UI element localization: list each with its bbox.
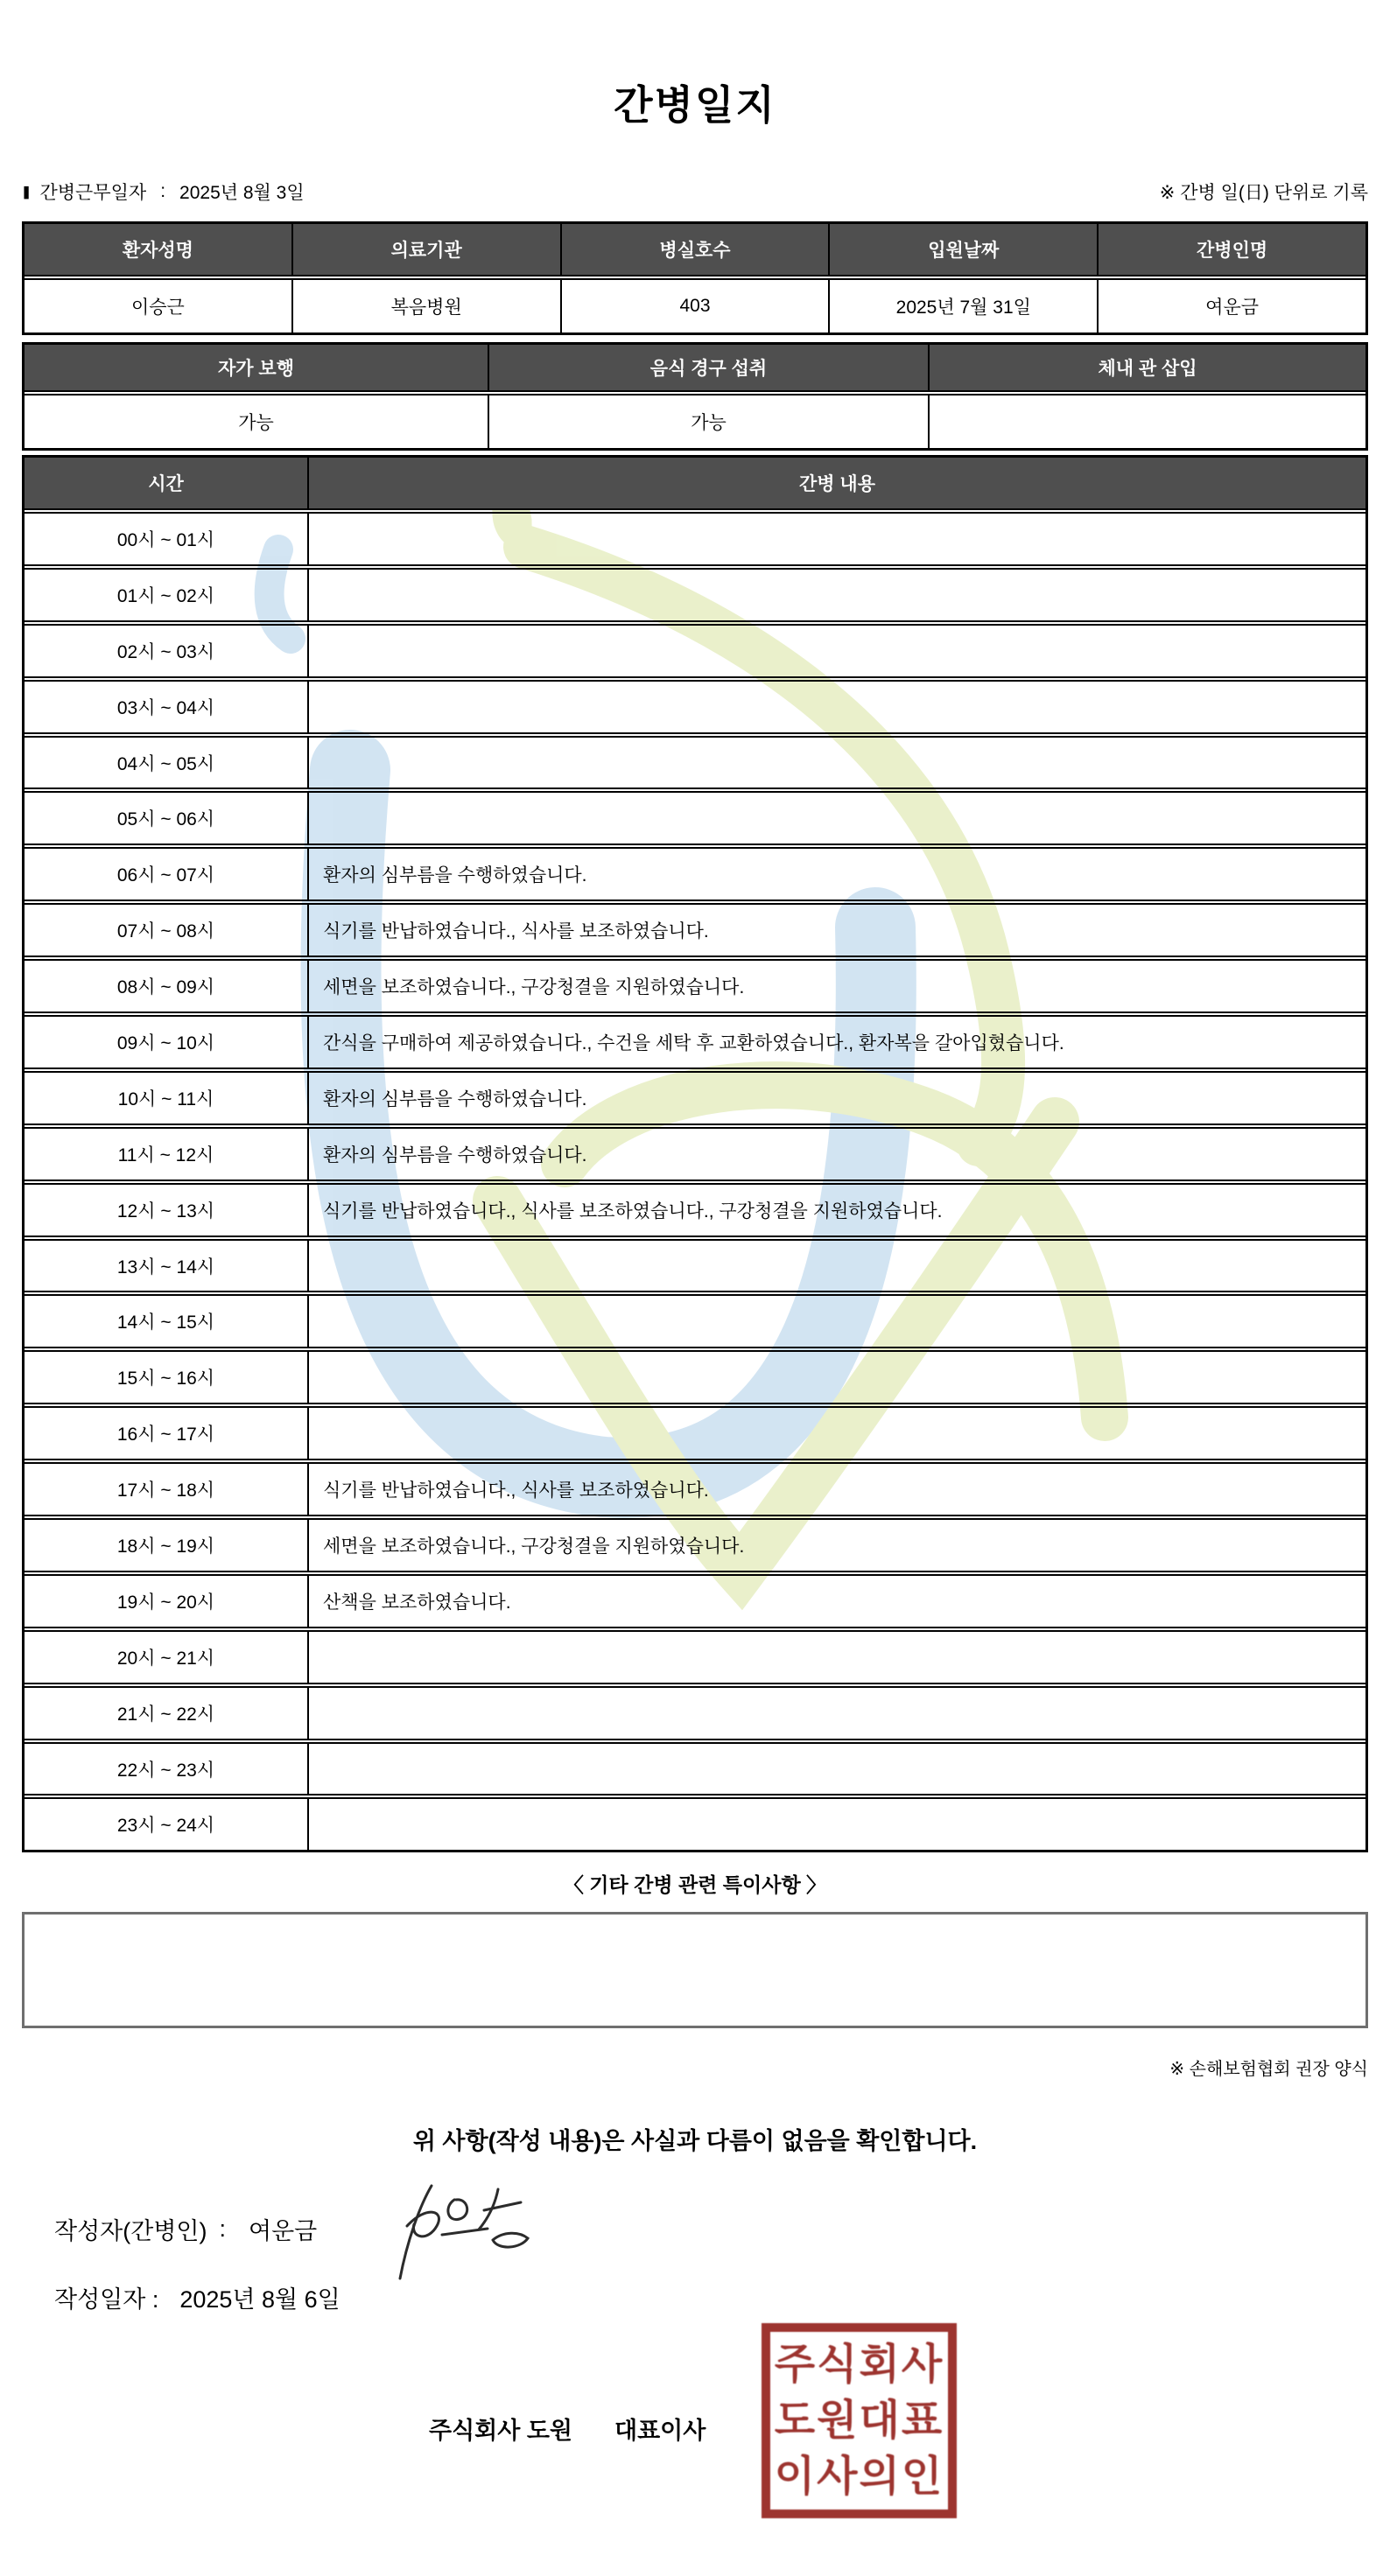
log-row-time: 19시 ~ 20시 [116, 1592, 215, 1613]
log-row-content [307, 570, 1365, 620]
writer-separator: : [219, 2216, 226, 2242]
care-log-row [25, 956, 1365, 1012]
work-date-label: 간병근무일자 [39, 183, 147, 203]
log-row-time: 16시 ~ 17시 [116, 1424, 215, 1446]
log-row-time: 11시 ~ 12시 [117, 1144, 214, 1166]
log-row-content: 식기를 반납하였습니다., 식사를 보조하였습니다. [307, 905, 1365, 956]
caregiver-name-value: 여운금 [1097, 280, 1365, 332]
status-table-header-row [25, 345, 1365, 390]
written-date-line [54, 2280, 340, 2314]
company-representative-title: 대표이사 [614, 2418, 706, 2444]
care-log-row [25, 1236, 1365, 1292]
care-log-row [25, 564, 1365, 620]
log-row-content [307, 738, 1365, 788]
writer-name: 여운금 [249, 2218, 318, 2244]
writer-label: 작성자(간병인) [54, 2218, 207, 2244]
log-row-time: 20시 ~ 21시 [116, 1648, 215, 1669]
log-row-time: 06시 ~ 07시 [116, 865, 215, 886]
care-log-row [25, 844, 1365, 900]
stamp-line: 주식회사 [774, 2341, 944, 2388]
log-row-time: 09시 ~ 10시 [116, 1032, 215, 1054]
company-line [429, 2412, 706, 2446]
oral-intake-header: 음식 경구 섭취 [488, 345, 928, 390]
patient-status-table [22, 342, 1368, 451]
care-log-row [25, 1012, 1365, 1068]
care-log-row [25, 1739, 1365, 1795]
tube-insertion-value [928, 396, 1365, 448]
log-row-content: 식기를 반납하였습니다., 식사를 보조하였습니다. [307, 1464, 1365, 1515]
log-row-time: 07시 ~ 08시 [116, 921, 215, 942]
log-row-content: 환자의 심부름을 수행하였습니다. [307, 1073, 1365, 1124]
log-row-content [307, 1688, 1365, 1739]
log-row-time: 15시 ~ 16시 [116, 1368, 215, 1390]
confirmation-statement: 위 사항(작성 내용)은 사실과 다름이 없음을 확인합니다. [412, 2128, 978, 2154]
patient-name-value: 이승근 [130, 298, 185, 318]
form-standard-note: ※ 손해보험협회 권장 양식 [1169, 2060, 1368, 2079]
log-row-content [307, 1296, 1365, 1347]
self-walking-header: 자가 보행 [25, 345, 488, 390]
patient-info-table [22, 221, 1368, 335]
square-bullet-icon: ▮ [23, 182, 31, 201]
admission-date-value: 2025년 7월 31일 [828, 280, 1097, 332]
care-log-row [25, 1571, 1365, 1627]
log-row-content [307, 1632, 1365, 1683]
handwritten-signature [381, 2180, 565, 2286]
log-row-content: 간식을 구매하여 제공하였습니다., 수건을 세탁 후 교환하였습니다., 환자복을 갈아입혔습니다. [307, 1017, 1365, 1068]
work-date-value: 2025년 8월 3일 [179, 183, 305, 203]
care-log-rows [25, 508, 1365, 1850]
time-column-header: 시간 [148, 474, 184, 494]
log-row-time: 02시 ~ 03시 [116, 641, 215, 662]
care-log-table [22, 455, 1368, 1852]
page-title: 간병일지 [614, 82, 776, 128]
log-row-time: 18시 ~ 19시 [116, 1536, 215, 1557]
log-row-content [307, 1799, 1365, 1850]
care-log-row [25, 508, 1365, 564]
care-log-row [25, 1459, 1365, 1515]
log-row-time: 22시 ~ 23시 [116, 1760, 215, 1781]
log-row-content: 세면을 보조하였습니다., 구강청결을 지원하였습니다. [307, 1520, 1365, 1571]
log-row-content [307, 1352, 1365, 1403]
work-date-separator: : [160, 181, 166, 201]
log-row-content [307, 682, 1365, 732]
log-row-content [307, 626, 1365, 676]
care-log-row [25, 732, 1365, 788]
admission-date-header: 입원날짜 [828, 224, 1097, 275]
care-log-row [25, 1180, 1365, 1236]
work-date-line [22, 178, 305, 205]
log-row-content [307, 1241, 1365, 1292]
log-row-content: 식기를 반납하였습니다., 식사를 보조하였습니다., 구강청결을 지원하였습니다. [307, 1185, 1365, 1236]
log-row-time: 13시 ~ 14시 [116, 1256, 215, 1278]
log-row-content [307, 1744, 1365, 1795]
log-row-content [307, 793, 1365, 844]
log-row-time: 05시 ~ 06시 [116, 809, 215, 830]
log-row-time: 08시 ~ 09시 [116, 977, 215, 998]
special-notes-box [22, 1912, 1368, 2028]
patient-table-header-row [25, 224, 1365, 275]
log-row-time: 21시 ~ 22시 [116, 1704, 215, 1725]
care-log-row [25, 788, 1365, 844]
log-row-content: 환자의 심부름을 수행하였습니다. [307, 1129, 1365, 1180]
patient-name-header: 환자성명 [25, 224, 291, 275]
log-row-time: 12시 ~ 13시 [116, 1200, 215, 1222]
status-table-value-row [25, 390, 1365, 448]
log-row-time: 23시 ~ 24시 [116, 1816, 215, 1837]
care-log-row [25, 1291, 1365, 1347]
stamp-line: 도원대표 [774, 2397, 944, 2444]
care-log-row [25, 1683, 1365, 1739]
patient-table-value-row [25, 275, 1365, 332]
care-log-row [25, 676, 1365, 732]
care-log-row [25, 1124, 1365, 1180]
care-log-row [25, 1068, 1365, 1124]
care-log-row [25, 1403, 1365, 1459]
corporate-seal-stamp [762, 2323, 957, 2518]
care-log-row [25, 1794, 1365, 1850]
self-walking-value: 가능 [238, 413, 274, 433]
content-column-header: 간병 내용 [307, 458, 1365, 508]
writer-line [54, 2212, 317, 2246]
log-row-content [307, 514, 1365, 564]
medical-institution-header: 의료기관 [291, 224, 560, 275]
log-row-content: 환자의 심부름을 수행하였습니다. [307, 849, 1365, 900]
log-row-content: 산책을 보조하였습니다. [307, 1576, 1365, 1627]
room-number-value: 403 [560, 280, 829, 332]
log-row-time: 03시 ~ 04시 [116, 697, 215, 718]
log-row-time: 00시 ~ 01시 [116, 529, 215, 550]
care-log-row [25, 1347, 1365, 1403]
caregiver-name-header: 간병인명 [1097, 224, 1365, 275]
care-log-row [25, 900, 1365, 956]
special-notes-title: 〈 기타 간병 관련 특이사항 〉 [563, 1873, 827, 1896]
written-date-label: 작성일자 : [54, 2286, 159, 2313]
unit-note: ※ 간병 일(日) 단위로 기록 [1159, 183, 1368, 203]
log-row-time: 04시 ~ 05시 [116, 753, 215, 774]
medical-institution-value: 복음병원 [291, 280, 560, 332]
oral-intake-value: 가능 [488, 396, 928, 448]
tube-insertion-header: 체내 관 삽입 [928, 345, 1365, 390]
subheader-row [22, 178, 1368, 205]
log-row-content [307, 1408, 1365, 1459]
care-log-row [25, 1627, 1365, 1683]
written-date-value: 2025년 8월 6일 [179, 2286, 340, 2313]
care-log-row [25, 620, 1365, 676]
care-log-row [25, 1515, 1365, 1571]
log-row-time: 14시 ~ 15시 [116, 1312, 215, 1334]
stamp-line: 이사의인 [774, 2453, 944, 2500]
log-row-time: 17시 ~ 18시 [116, 1480, 215, 1502]
room-number-header: 병실호수 [560, 224, 829, 275]
care-log-header-row [25, 458, 1365, 508]
log-row-time: 10시 ~ 11시 [117, 1088, 214, 1110]
log-row-content: 세면을 보조하였습니다., 구강청결을 지원하였습니다. [307, 961, 1365, 1012]
company-name: 주식회사 도원 [429, 2418, 572, 2444]
log-row-time: 01시 ~ 02시 [116, 585, 215, 606]
